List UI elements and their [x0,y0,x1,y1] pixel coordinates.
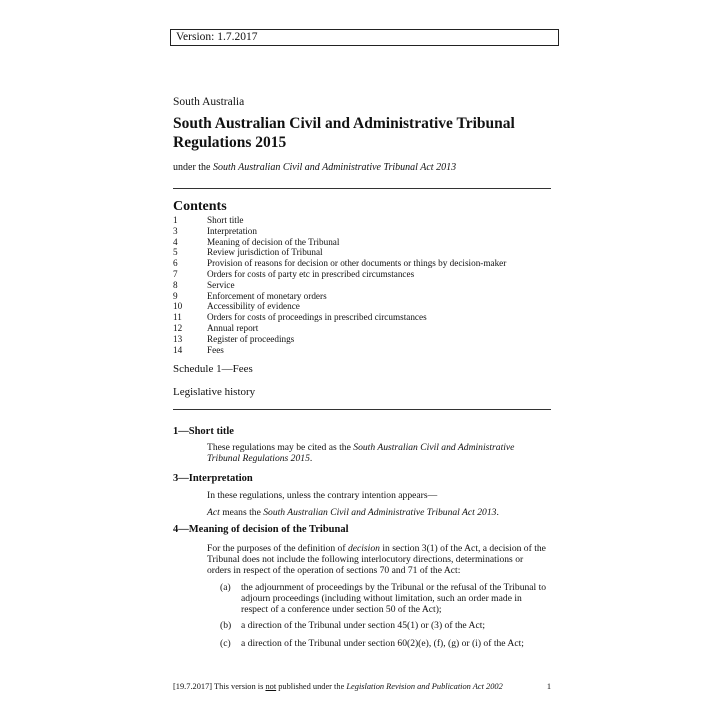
text-run: This version is [212,682,266,691]
item-label: (c) [220,638,231,649]
toc-item-number: 8 [173,279,178,290]
text-run: published under the [276,682,347,691]
toc-item-number: 14 [173,344,183,355]
footer-date: [19.7.2017] [173,682,213,691]
divider [173,188,551,189]
item-text: a direction of the Tribunal under section 45(1) or (3) of the Act; [241,620,486,631]
toc-item-label: Orders for costs of proceedings in prescribed circumstances [207,312,427,323]
act-name: Legislation Revision and Publication Act 2002 [346,682,503,691]
toc-item[interactable] [173,258,506,269]
toc-item-label: Interpretation [207,225,257,236]
enabling-act-line [173,162,456,173]
toc-item[interactable] [173,237,506,248]
toc-item-number: 9 [173,290,178,301]
text-run: in section 3(1) of the Act, a decision of the Tribunal does not include the following interlocutory directions, determinations or orders in respect of the operation of sections 70 and 71 of the Act: [207,543,546,577]
version-label: Version: 1.7.2017 [170,29,559,46]
toc-item-label: Review jurisdiction of Tribunal [207,247,323,258]
toc-item-number: 13 [173,333,183,344]
section-text [207,543,547,577]
toc-item[interactable] [173,226,506,237]
toc-item-number: 7 [173,268,178,279]
text-run: . [309,453,313,465]
toc-item-number: 5 [173,247,178,258]
text-run: For the purposes of the definition of [207,543,348,554]
toc-item-label: Orders for costs of party etc in prescribed circumstances [207,268,415,279]
contents-list [173,215,506,355]
text-run: means the [219,507,264,518]
item-label: (a) [220,582,231,593]
section-text: In these regulations, unless the contrary intention appears— [207,490,438,501]
toc-item[interactable] [173,323,506,334]
divider [173,409,551,410]
toc-item-number: 6 [173,258,178,269]
toc-item-label: Fees [207,344,224,355]
item-text: a direction of the Tribunal under section 60(2)(e), (f), (g) or (i) of the Act; [241,638,524,649]
toc-item[interactable] [173,247,506,258]
item-text: the adjournment of proceedings by the Tribunal or the refusal of the Tribunal to adjourn proceedings (including without limitation, such an order made in respect of a conference under section 50 of the Act); [241,582,547,616]
toc-item-label: Short title [207,215,244,225]
toc-item[interactable] [173,291,506,302]
toc-item-label: Annual report [207,322,259,333]
toc-item-label: Provision of reasons for decision or other documents or things by decision-maker [207,258,507,269]
toc-item[interactable] [173,280,506,291]
toc-item[interactable] [173,269,506,280]
toc-item-label: Meaning of decision of the Tribunal [207,236,340,247]
document-title: South Australian Civil and Administrative Tribunal Regulations 2015 [173,115,515,151]
toc-item-number: 1 [173,215,178,225]
section-heading: 4—Meaning of decision of the Tribunal [173,524,349,535]
toc-item-number: 10 [173,301,183,312]
section-text [207,442,547,464]
toc-item-label: Service [207,279,235,290]
toc-item[interactable] [173,334,506,345]
definition [207,507,547,518]
footer-note [173,682,503,691]
toc-schedule-link[interactable]: Schedule 1—Fees [173,363,253,375]
section-heading: 1—Short title [173,426,234,437]
toc-item-number: 12 [173,322,183,333]
section-heading: 3—Interpretation [173,473,253,484]
toc-legislative-history-link[interactable]: Legislative history [173,386,256,398]
toc-item-number: 11 [173,312,182,323]
regulation-name: South Australian Civil and Administrative Tribunal Regulations 2015 [207,442,515,465]
toc-item[interactable] [173,301,506,312]
toc-item-number: 4 [173,236,178,247]
toc-item[interactable] [173,345,506,356]
under-prefix: under the [173,162,213,173]
toc-item-label: Enforcement of monetary orders [207,290,327,301]
text-run: not [265,682,277,691]
toc-item-label: Accessibility of evidence [207,301,300,312]
page-number: 1 [546,682,551,691]
contents-heading: Contents [173,199,227,214]
toc-item[interactable] [173,215,506,226]
act-name: South Australian Civil and Administrative Tribunal Act 2013 [263,507,497,518]
jurisdiction: South Australia [173,96,245,108]
text-run: . [496,507,499,518]
item-label: (b) [220,620,232,631]
enabling-act: South Australian Civil and Administrative Tribunal Act 2013 [213,162,457,173]
page-footer [173,682,551,691]
toc-item[interactable] [173,312,506,323]
text-run: These regulations may be cited as the [207,442,354,453]
toc-item-number: 3 [173,225,178,236]
toc-item-label: Register of proceedings [207,333,295,344]
defined-term: Act [207,507,220,518]
defined-term: decision [347,543,380,554]
